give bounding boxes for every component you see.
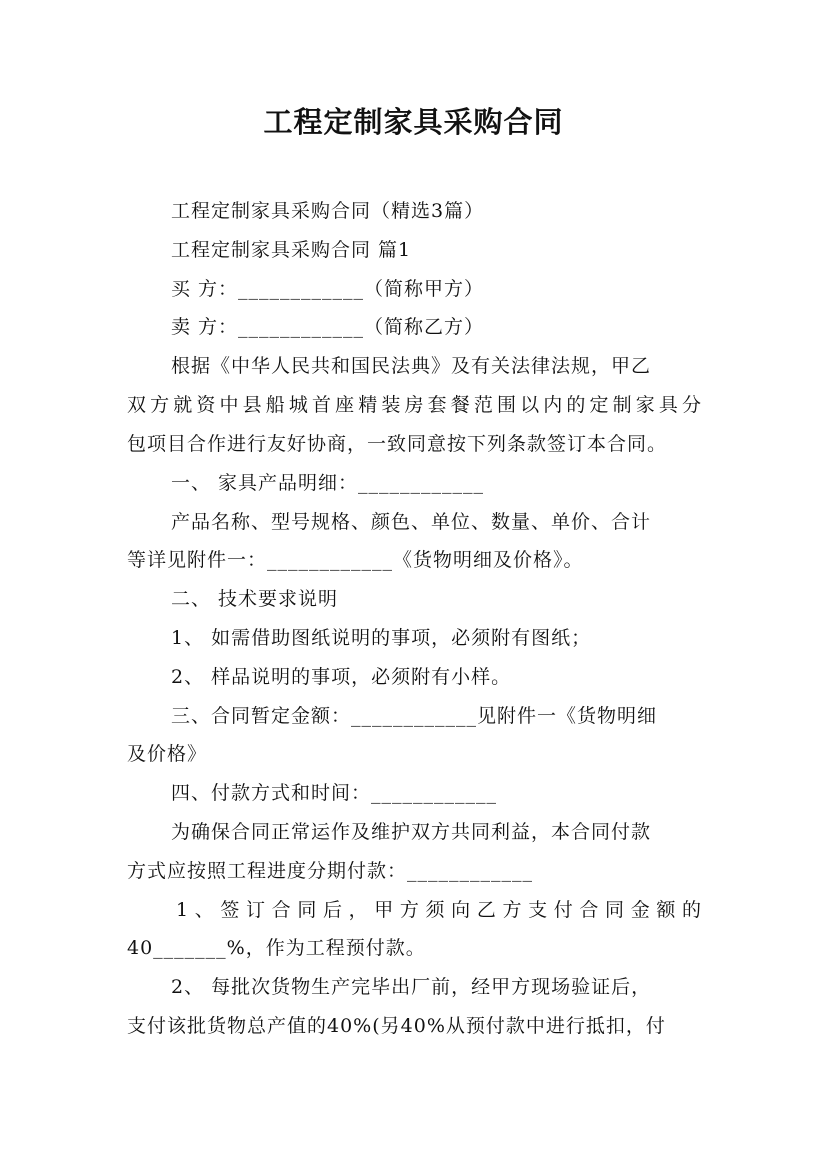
paragraph-line: 40_______%，作为工程预付款。 bbox=[127, 937, 426, 959]
document-title: 工程定制家具采购合同 bbox=[263, 105, 564, 139]
list-item: 1、 如需借助图纸说明的事项，必须附有图纸； bbox=[171, 627, 592, 649]
paragraph-line: 根据《中华人民共和国民法典》及有关法律法规，甲乙 bbox=[171, 355, 652, 377]
paragraph-line: 及价格》 bbox=[127, 743, 208, 765]
paragraph-line: 双方就资中县船城首座精装房套餐范围以内的定制家具分 bbox=[127, 394, 702, 416]
clause-heading: 四、付款方式和时间：____________ bbox=[171, 782, 498, 804]
subtitle-line: 工程定制家具采购合同（精选3篇） bbox=[171, 200, 485, 222]
clause-heading: 一、 家具产品明细：____________ bbox=[171, 472, 485, 494]
list-item: 2、 每批次货物生产完毕出厂前，经甲方现场验证后， bbox=[171, 976, 652, 998]
paragraph-line: 等详见附件一：____________《货物明细及价格》。 bbox=[127, 549, 584, 571]
clause-heading: 二、 技术要求说明 bbox=[171, 588, 339, 610]
paragraph-line: 为确保合同正常运作及维护双方共同利益，本合同付款 bbox=[171, 821, 652, 843]
section-heading: 工程定制家具采购合同 篇1 bbox=[171, 239, 412, 261]
paragraph-line: 方式应按照工程进度分期付款：____________ bbox=[127, 860, 534, 882]
buyer-line: 买 方：____________（简称甲方） bbox=[171, 278, 485, 300]
paragraph-line: 包项目合作进行友好协商，一致同意按下列条款签订本合同。 bbox=[127, 433, 668, 455]
list-item: 1、签订合同后，甲方须向乙方支付合同金额的 bbox=[176, 899, 702, 921]
paragraph-line: 产品名称、型号规格、颜色、单位、数量、单价、合计 bbox=[171, 511, 652, 533]
seller-line: 卖 方：____________（简称乙方） bbox=[171, 316, 485, 338]
paragraph-line: 支付该批货物总产值的40%(另40%从预付款中进行抵扣，付 bbox=[127, 1015, 666, 1037]
list-item: 2、 样品说明的事项，必须附有小样。 bbox=[171, 666, 512, 688]
clause-heading: 三、合同暂定金额：____________见附件一《货物明细 bbox=[171, 705, 658, 727]
